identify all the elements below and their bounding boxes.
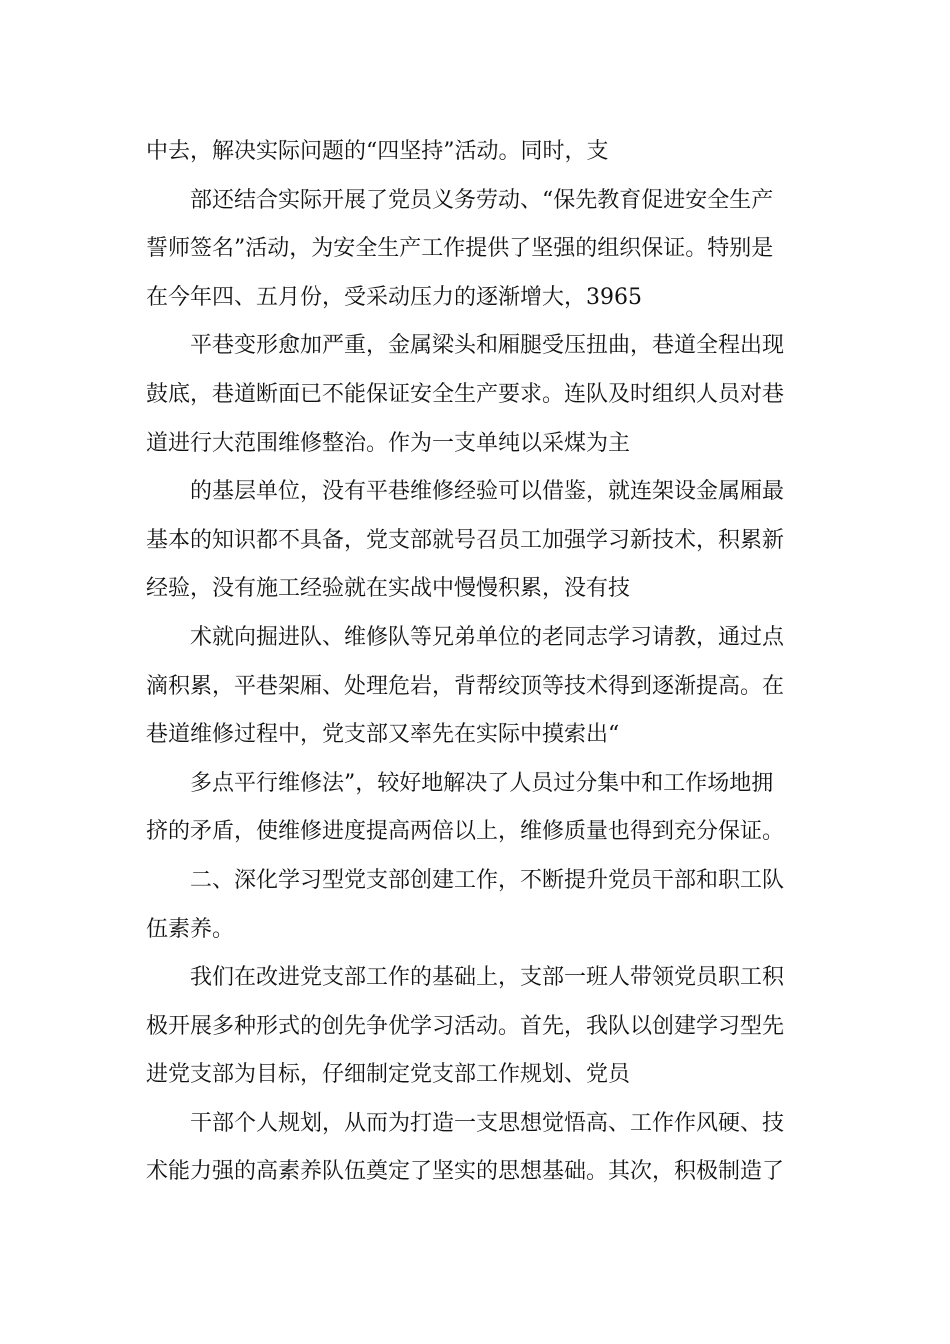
text-line: 滴积累，平巷架厢、处理危岩，背帮绞顶等技术得到逐渐提高。在 bbox=[146, 673, 785, 699]
text-line: 平巷变形愈加严重，金属梁头和厢腿受压扭曲，巷道全程出现 bbox=[190, 333, 785, 359]
text-line: 巷道维修过程中，党支部又率先在实际中摸索出“ bbox=[146, 722, 620, 748]
text-line: 基本的知识都不具备，党支部就号召员工加强学习新技术，积累新 bbox=[146, 527, 785, 553]
text-line: 我们在改进党支部工作的基础上，支部一班人带领党员职工积 bbox=[190, 965, 785, 991]
text-line: 术能力强的高素养队伍奠定了坚实的思想基础。其次，积极制造了 bbox=[146, 1159, 785, 1185]
text-line: 誓师签名”活动，为安全生产工作提供了坚强的组织保证。特别是 bbox=[146, 236, 774, 262]
text-line: 二、深化学习型党支部创建工作，不断提升党员干部和职工队 bbox=[190, 867, 785, 893]
text-line: 的基层单位，没有平巷维修经验可以借鉴，就连架设金属厢最 bbox=[190, 479, 785, 505]
text-line: 术就向掘进队、维修队等兄弟单位的老同志学习请教，通过点 bbox=[190, 624, 785, 650]
text-line: 部还结合实际开展了党员义务劳动、“保先教育促进安全生产 bbox=[190, 187, 774, 213]
text-line: 挤的矛盾，使维修进度提高两倍以上，维修质量也得到充分保证。 bbox=[146, 819, 785, 845]
text-line: 进党支部为目标，仔细制定党支部工作规划、党员 bbox=[146, 1062, 631, 1088]
text-line: 经验，没有施工经验就在实战中慢慢积累，没有技 bbox=[146, 576, 631, 602]
text-line: 伍素养。 bbox=[146, 916, 235, 942]
text-line: 中去，解决实际问题的“四坚持”活动。同时，支 bbox=[146, 139, 609, 164]
text-line: 干部个人规划，从而为打造一支思想觉悟高、工作作风硬、技 bbox=[190, 1110, 785, 1136]
text-line: 鼓底，巷道断面已不能保证安全生产要求。连队及时组织人员对巷 bbox=[146, 381, 785, 407]
document-body bbox=[146, 128, 816, 1197]
text-line: 多点平行维修法”，较好地解决了人员过分集中和工作场地拥 bbox=[190, 770, 774, 796]
text-line: 道进行大范围维修整治。作为一支单纯以采煤为主 bbox=[146, 430, 631, 456]
text-line: 在今年四、五月份，受采动压力的逐渐增大，3965 bbox=[146, 284, 642, 310]
text-line: 极开展多种形式的创先争优学习活动。首先，我队以创建学习型先 bbox=[146, 1013, 785, 1039]
